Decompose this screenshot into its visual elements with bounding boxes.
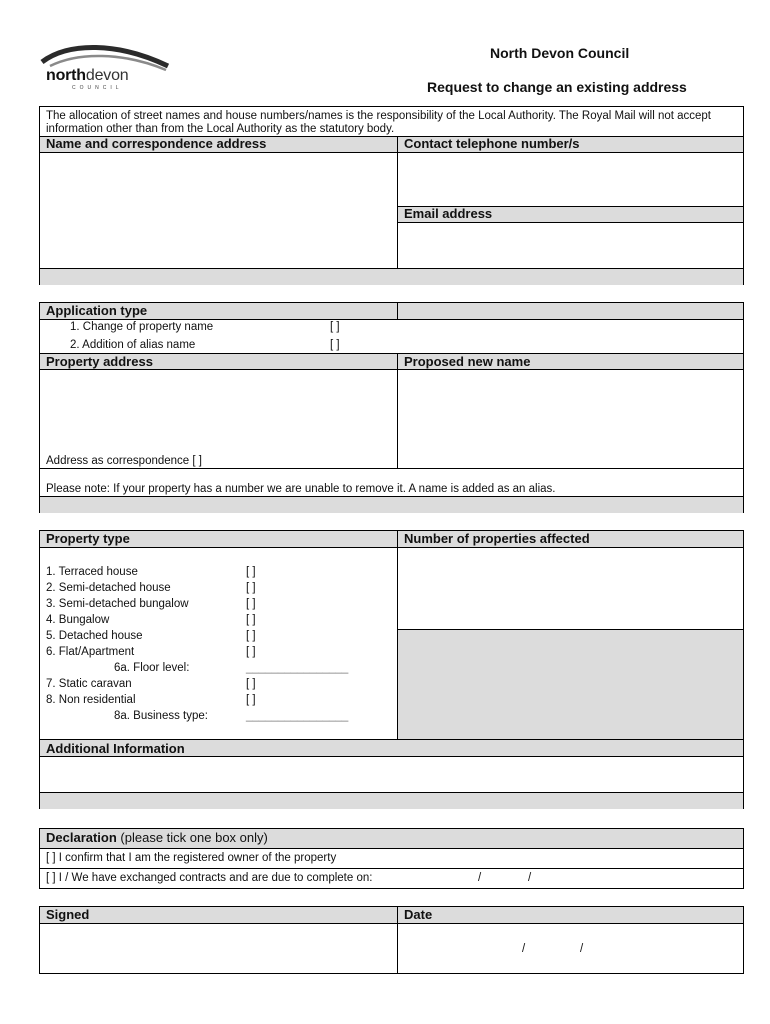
alias-note-row [40, 468, 743, 496]
type-8: 8. Non residential [46, 694, 136, 706]
section3-footer-bar [40, 792, 743, 809]
name-address-header: Name and correspondence address [40, 136, 397, 152]
additional-info-header: Additional Information [40, 739, 743, 756]
declaration-label: Declaration [46, 830, 117, 845]
type-4: 4. Bungalow [46, 614, 110, 626]
application-type-options [40, 319, 743, 353]
email-header: Email address [397, 206, 743, 222]
type-4-checkbox[interactable]: [ ] [246, 614, 256, 626]
type-5-checkbox[interactable]: [ ] [246, 630, 256, 642]
email-field[interactable] [397, 222, 743, 268]
application-section [39, 302, 744, 513]
date-field[interactable] [397, 923, 743, 974]
type-1-checkbox[interactable]: [ ] [246, 566, 256, 578]
type-1: 1. Terraced house [46, 566, 138, 578]
proposed-name-header: Proposed new name [397, 353, 743, 369]
declaration-contracts[interactable]: [ ] I / We have exchanged contracts and are due to complete on: [46, 872, 373, 884]
completion-date-slash-2: / [528, 872, 532, 884]
completion-date-slash-1: / [478, 872, 482, 884]
type-7: 7. Static caravan [46, 678, 132, 690]
declaration-contracts-row[interactable] [40, 868, 743, 889]
section1-footer-bar [40, 268, 743, 285]
type-7-checkbox[interactable]: [ ] [246, 678, 256, 690]
alias-note: Please note: If your property has a number we are unable to remove it. A name is added as an alias. [46, 483, 556, 495]
declaration-section [39, 828, 744, 889]
business-type-field[interactable]: ________________ [246, 710, 349, 722]
proposed-name-field[interactable] [397, 369, 743, 468]
logo-subtitle: COUNCIL [72, 85, 123, 91]
property-type-section [39, 530, 744, 809]
type-6: 6. Flat/Apartment [46, 646, 135, 658]
type-3-checkbox[interactable]: [ ] [246, 598, 256, 610]
property-address-header: Property address [40, 353, 397, 369]
property-type-header: Property type [40, 531, 397, 547]
option-change-name-checkbox[interactable]: [ ] [330, 321, 340, 333]
type-6-checkbox[interactable]: [ ] [246, 646, 256, 658]
signature-section [39, 906, 744, 974]
address-as-correspondence[interactable]: Address as correspondence [ ] [46, 455, 202, 467]
property-address-field[interactable] [40, 369, 397, 468]
number-affected-grey-area [397, 629, 743, 739]
type-5: 5. Detached house [46, 630, 143, 642]
phone-field[interactable] [397, 152, 743, 206]
signature-field[interactable] [40, 923, 397, 974]
option-alias-name: 2. Addition of alias name [70, 339, 196, 351]
option-change-name: 1. Change of property name [70, 321, 214, 333]
signed-header: Signed [40, 907, 397, 923]
application-type-header: Application type [40, 303, 397, 319]
declaration-hint: (please tick one box only) [116, 830, 268, 845]
floor-level-label: 6a. Floor level: [114, 662, 190, 674]
date-header: Date [397, 907, 743, 923]
type-8-checkbox[interactable]: [ ] [246, 694, 256, 706]
property-type-list [40, 547, 397, 739]
date-slash-1: / [522, 943, 526, 955]
number-affected-header: Number of properties affected [397, 531, 743, 547]
option-alias-name-checkbox[interactable]: [ ] [330, 339, 340, 351]
council-name: North Devon Council [490, 45, 630, 61]
floor-level-field[interactable]: ________________ [246, 662, 349, 674]
declaration-owner[interactable]: [ ] I confirm that I am the registered owner of the property [46, 852, 337, 864]
business-type-label: 8a. Business type: [114, 710, 208, 722]
additional-info-field[interactable] [40, 756, 743, 792]
date-slash-2: / [580, 943, 584, 955]
logo-wordmark: northdevon [46, 67, 129, 84]
declaration-header [40, 829, 743, 848]
type-3: 3. Semi-detached bungalow [46, 598, 189, 610]
declaration-owner-row[interactable] [40, 848, 743, 868]
intro-text: The allocation of street names and house numbers/names is the responsibility of the Local Authority. The Royal Mail will not accept information other than from the Local Authority as the statutory body. [46, 110, 712, 135]
phone-header: Contact telephone number/s [397, 136, 743, 152]
application-type-header-right [397, 303, 743, 319]
contact-section [39, 106, 744, 285]
type-2: 2. Semi-detached house [46, 582, 171, 594]
number-affected-field[interactable] [397, 547, 743, 629]
type-2-checkbox[interactable]: [ ] [246, 582, 256, 594]
section2-footer-bar [40, 496, 743, 513]
name-address-field[interactable] [40, 152, 397, 268]
form-title: Request to change an existing address [427, 79, 687, 95]
